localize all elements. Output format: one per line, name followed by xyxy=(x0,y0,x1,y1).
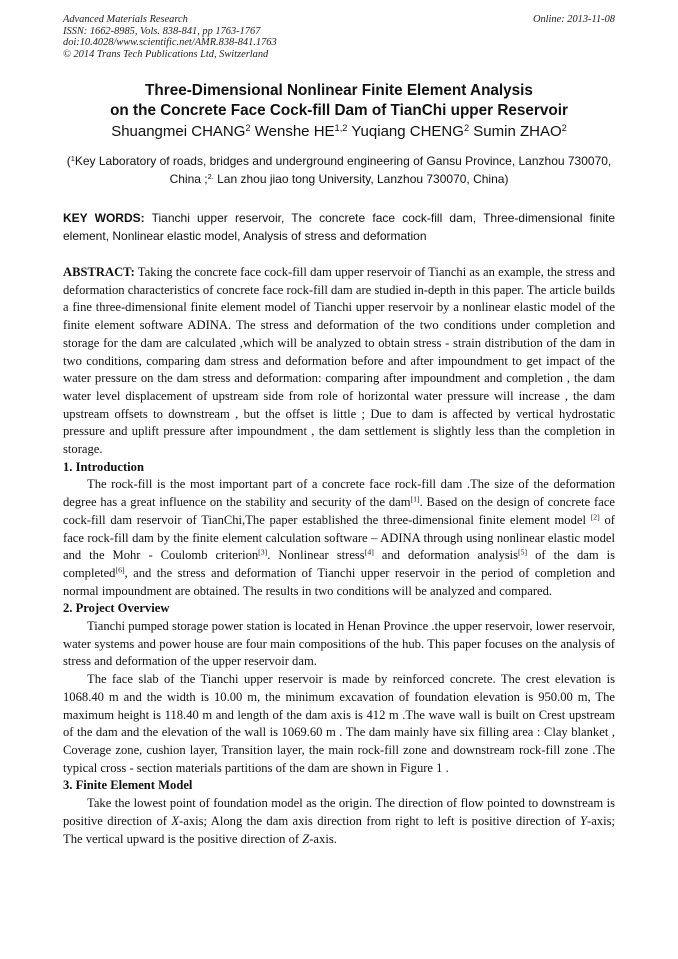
citation-ref: [5] xyxy=(518,547,528,557)
fem-text: Take the lowest point of foundation model as the origin. The direction of flow pointed to downstream is positive direction of xyxy=(63,796,615,828)
author-affil-mark: 2 xyxy=(463,122,470,133)
keywords-text: Tianchi upper reservoir, The concrete face cock-fill dam, Three-dimensional finite element, Nonlinear elastic model, Analysis of stress and deformation xyxy=(63,211,615,243)
abstract xyxy=(63,264,615,459)
fem-paragraph xyxy=(63,795,615,848)
online-date: Online: 2013-11-08 xyxy=(532,14,615,25)
citation-ref: [2] xyxy=(590,512,600,522)
citation-ref: [1] xyxy=(410,494,420,504)
affil-mark-2: 2. xyxy=(207,171,214,181)
paper-title xyxy=(63,81,615,121)
section-heading-project-overview: 2. Project Overview xyxy=(63,601,170,616)
keywords-label: KEY WORDS: xyxy=(63,211,145,225)
intro-text: , and the stress and deformation of Tianchi upper reservoir in the period of completion and normal impoundment are obtained. The results in two conditions will be analyzed and compared. xyxy=(63,565,615,598)
intro-text: . Nonlinear stress xyxy=(267,548,365,563)
author-affil-mark: 2 xyxy=(245,122,251,133)
journal-name: Advanced Materials Research xyxy=(63,14,188,25)
overview-paragraph-2: The face slab of the Tianchi upper reservoir is made by reinforced concrete. The crest elevation is 1068.40 m and the width is 10.00 m, the minimum excavation of foundation elevation is 950.00 m, The maximum height is 118.40 m and length of the dam axis is 412 m .The wave wall is built on Crest upstream of the dam and the elevation of the wall is 1069.60 m . The dam mainly have six filling area : Clay blanket , Coverage zone, cushion layer, Transition layer, the main rock-fill zone and downstream rock-fill zone .The typical cross - section materials partitions of the dam are shown in Figure 1 . xyxy=(63,672,615,775)
overview-paragraph-1: Tianchi pumped storage power station is located in Henan Province .the upper reservoir, lower reservoir, water systems and power house are four main compositions of the hub. This paper focuses on the analysis of stress and deformation of the upper reservoir dam. xyxy=(63,619,615,669)
author-name: Wenshe HE xyxy=(254,123,335,140)
author-affil-mark: 2 xyxy=(561,122,567,133)
affil-text-2: Lan zhou jiao tong University, Lanzhou 730070, China) xyxy=(213,172,509,186)
intro-text: of face rock-fill dam by the finite element calculation software – ADINA through using nonlinear elastic model and the Mohr - Coulomb criterion xyxy=(63,512,615,563)
title-line-2: on the Concrete Face Cock-fill Dam of TianChi upper Reservoir xyxy=(110,102,568,119)
fem-text: -axis; The vertical upward is the positive direction of xyxy=(63,813,615,846)
doi-line: doi:10.4028/www.scientific.net/AMR.838-841.1763 xyxy=(63,37,277,49)
section-heading-introduction: 1. Introduction xyxy=(63,459,144,474)
intro-text: . Based on the design of concrete face cock-fill dam reservoir of TianChi,The paper established the three-dimensional finite element model xyxy=(63,495,615,527)
axis-symbol-x: X xyxy=(171,813,180,828)
intro-text: The rock-fill is the most important part of a concrete face rock-fill dam .The size of the deformation degree has a great influence on the stability and security of the dam xyxy=(63,477,615,510)
abstract-label: ABSTRACT: xyxy=(63,265,135,279)
intro-text: of the dam is completed xyxy=(63,548,615,580)
paper-body xyxy=(63,264,615,848)
author-name: Shuangmei CHANG xyxy=(111,123,246,140)
affil-text-1: Key Laboratory of roads, bridges and underground engineering of Gansu Province, Lanzhou 730070, China ; xyxy=(74,154,612,186)
citation-ref: [6] xyxy=(115,565,125,575)
citation-ref: [3] xyxy=(258,547,268,557)
affil-mark-1: 1 xyxy=(70,153,75,163)
running-header xyxy=(63,14,615,60)
author-list xyxy=(63,122,615,142)
copyright-line: © 2014 Trans Tech Publications Ltd, Switzerland xyxy=(63,48,269,60)
abstract-text: Taking the concrete face cock-fill dam upper reservoir of Tianchi as an example, the stress and deformation characteristics of concrete face rock-fill dam are studied in-depth in this paper. The article builds a fine three-dimensional finite element model of Tianchi upper reservoir by a nonlinear elastic model of the finite element software ADINA. The stress and deformation of the two conditions under completion and storage for the dam are calculated ,which will be analyzed to obtain stress - strain distribution of the dam in two conditions, comparing dam stress and deformation before and after impoundment to get impact of the water pressure on the dam stress and deformation: comparing after impoundment and completion , the dam water level displacement of upstream side from role of horizontal water pressure will increase , the dam upstream offsets to downstream , but the offset is little ; Due to dam is affected by vertical hydrostatic pressure and uplift pressure after impoundment , the dam settlement is slightly less than the completion in storage. xyxy=(63,265,615,457)
section-heading-finite-element-model: 3. Finite Element Model xyxy=(63,778,193,793)
author-affil-mark: 1,2 xyxy=(334,122,348,133)
author-name: Yuqiang CHENG xyxy=(351,123,464,140)
citation-ref: [4] xyxy=(364,547,374,557)
axis-symbol-z: Z xyxy=(302,831,310,846)
introduction-paragraph xyxy=(63,476,615,600)
title-line-1: Three-Dimensional Nonlinear Finite Element Analysis xyxy=(145,82,533,99)
fem-text: -axis. xyxy=(309,831,337,846)
affiliations xyxy=(63,152,615,188)
intro-text: and deformation analysis xyxy=(373,548,519,563)
issn-line: ISSN: 1662-8985, Vols. 838-841, pp 1763-1767 xyxy=(63,25,261,37)
affil-open-paren: ( xyxy=(66,154,71,168)
axis-symbol-y: Y xyxy=(580,813,588,828)
keywords xyxy=(63,209,615,245)
author-name: Sumin ZHAO xyxy=(473,123,562,140)
fem-text: -axis; Along the dam axis direction from right to left is positive direction of xyxy=(179,813,580,828)
